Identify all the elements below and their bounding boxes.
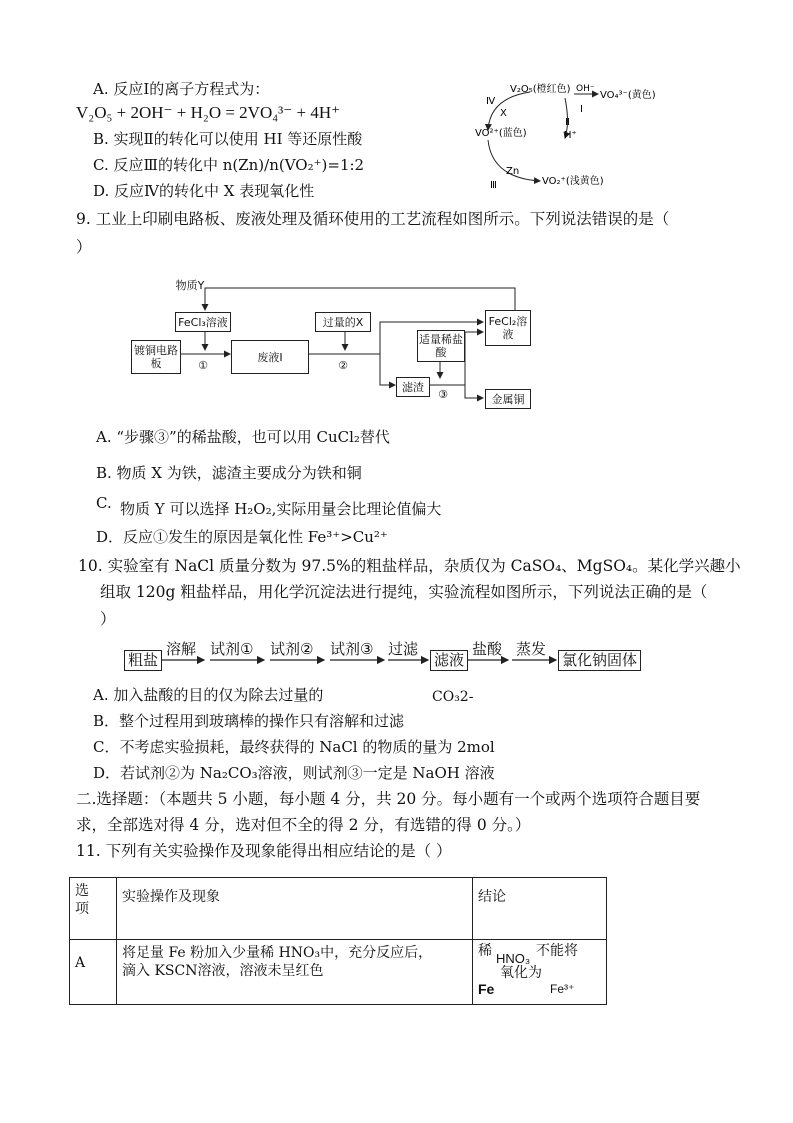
q10-stem-line2: 组取 120g 粗盐样品，用化学沉淀法进行提纯，实验流程如图所示，下列说法正确的是（ (100, 583, 708, 601)
q10-option-c: C．不考虑实验损耗，最终获得的 NaCl 的物质的量为 2mol (93, 738, 495, 756)
q10-option-a-tail: CO₃2- (432, 689, 474, 705)
substance-y-label: 物质Y (175, 278, 205, 292)
row-a-operation-line1: 将足量 Fe 粉加入少量稀 HNO₃中，充分反应后， (122, 945, 433, 961)
step2-label: ② (338, 358, 348, 372)
table-header-row (70, 878, 607, 940)
nacl-solid-box: 氯化钠固体 (558, 650, 641, 671)
reagent3-label: 试剂③ (330, 640, 374, 658)
reagent2-label: 试剂② (270, 640, 314, 658)
copper-board-box: 镀铜电路板 (131, 340, 181, 374)
row-a-option: A (70, 940, 117, 1005)
conclusion-cannot: 不能将 (536, 943, 578, 959)
filter-label: 过滤 (388, 640, 419, 658)
cycle-h: H⁺ (564, 130, 577, 141)
evaporate-label: 蒸发 (516, 640, 547, 658)
q9-stem-line1: 9. 工业上印刷电路板、废液处理及循环使用的工艺流程如图所示。下列说法错误的是（ (76, 210, 670, 228)
header-conclusion: 结论 (473, 878, 607, 940)
cycle-right-species: VO₄³⁻(黄色) (600, 90, 656, 101)
conclusion-hno3: HNO₃ (496, 951, 531, 966)
dissolve-label: 溶解 (166, 640, 197, 658)
header-option-text: 选项 (75, 883, 89, 917)
cycle-r2: Ⅱ (565, 117, 570, 128)
dilute-hcl-box: 适量稀盐酸 (417, 330, 465, 362)
step1-label: ① (198, 358, 208, 372)
hcl-label: 盐酸 (472, 640, 503, 658)
row-a-operation-line2: 滴入 KSCN溶液，溶液未呈红色 (122, 963, 324, 979)
cycle-r3: Ⅲ (490, 180, 497, 191)
conclusion-fe: Fe (478, 981, 495, 997)
cycle-left-species: VO²⁺(蓝色) (475, 128, 527, 139)
row-a-operation (117, 940, 473, 1005)
vanadium-cycle-diagram (470, 78, 670, 193)
q8-option-a: A. 反应Ⅰ的离子方程式为： (93, 80, 270, 98)
waste-liquid-box: 废液Ⅰ (231, 340, 309, 374)
q10-option-a: A. 加入盐酸的目的仅为除去过量的 (93, 686, 324, 704)
q9-option-c-letter: C. (96, 494, 112, 512)
cycle-zn: Zn (506, 166, 520, 177)
cycle-top-species: V₂O₅(橙红色) (510, 84, 571, 95)
cycle-r4: Ⅳ (486, 96, 496, 107)
reagent1-label: 试剂① (210, 640, 254, 658)
q9-option-b: B. 物质 X 为铁，滤渣主要成分为铁和铜 (96, 464, 362, 482)
q9-option-d: D．反应①发生的原因是氧化性 Fe³⁺>Cu²⁺ (96, 528, 388, 546)
residue-box: 滤渣 (396, 377, 430, 397)
q10-option-d: D．若试剂②为 Na₂CO₃溶液，则试剂③一定是 NaOH 溶液 (93, 764, 495, 782)
step3-label: ③ (438, 387, 448, 401)
cycle-r1: Ⅰ (580, 104, 583, 115)
q8-option-b: B. 实现Ⅱ的转化可以使用 HI 等还原性酸 (93, 130, 363, 148)
section2-instructions-line2: 求，全部选对得 4 分，选对但不全的得 2 分，有选错的得 0 分。） (76, 816, 531, 834)
header-option (70, 878, 117, 940)
row-a-conclusion (473, 940, 607, 1005)
q9-option-a: A. “步骤③”的稀盐酸，也可以用 CuCl₂替代 (96, 428, 390, 446)
q10-stem-line3: ） (100, 610, 116, 628)
copper-metal-box: 金属铜 (485, 389, 531, 409)
cycle-bottom-species: VO₂⁺(浅黄色) (542, 176, 604, 187)
q9-stem-line2: ） (76, 238, 92, 256)
excess-x-box: 过量的X (315, 312, 371, 332)
crude-salt-box: 粗盐 (124, 650, 162, 671)
filtrate-box: 滤液 (430, 650, 468, 671)
conclusion-oxidize: 氧化为 (500, 965, 542, 981)
conclusion-dilute: 稀 (478, 943, 492, 959)
header-operation: 实验操作及现象 (117, 878, 473, 940)
fecl2-solution-box: FeCl₂溶液 (485, 310, 531, 346)
cycle-x: X (500, 108, 507, 119)
section2-instructions-line1: 二.选择题：（本题共 5 小题，每小题 4 分，共 20 分。每小题有一个或两个选项符合题目要 (76, 790, 701, 808)
q10-stem-line1: 10. 实验室有 NaCl 质量分数为 97.5%的粗盐样品，杂质仅为 CaSO₄、MgSO₄。某化学兴趣小 (78, 557, 741, 575)
fecl3-solution-box: FeCl₃溶液 (175, 312, 231, 332)
q8-option-d: D. 反应Ⅳ的转化中 X 表现氧化性 (93, 182, 315, 200)
q8-option-a-equation: V₂O₅ + 2OH⁻ + H₂O = 2VO₄³⁻ + 4H⁺ (76, 103, 341, 122)
q8-option-c: C. 反应Ⅲ的转化中 n(Zn)/n(VO₂⁺)=1:2 (93, 156, 365, 174)
table-row (70, 940, 607, 1005)
q9-option-c: 物质 Y 可以选择 H₂O₂,实际用量会比理论值偏大 (120, 500, 442, 518)
q10-option-b: B．整个过程用到玻璃棒的操作只有溶解和过滤 (93, 712, 405, 730)
q11-stem: 11. 下列有关实验操作及现象能得出相应结论的是（ ） (76, 842, 452, 860)
conclusion-fe3: Fe³⁺ (550, 982, 575, 996)
q11-table (69, 877, 607, 1005)
cycle-oh: OH⁻ (576, 84, 595, 94)
